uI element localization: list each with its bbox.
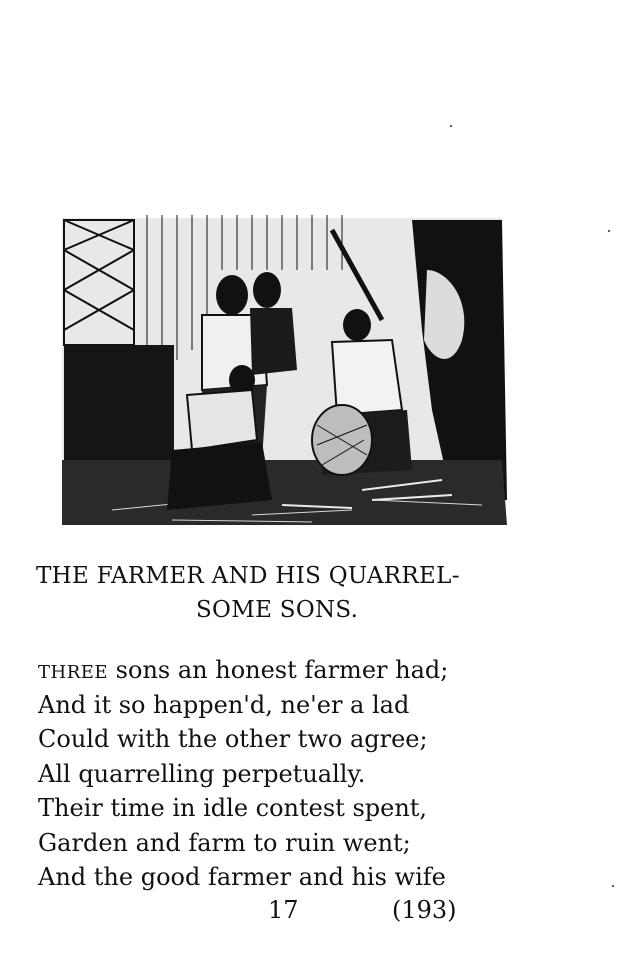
poem-line-text: sons an honest farmer had; — [108, 656, 449, 684]
poem-title-line-1: THE FARMER AND HIS QUARREL- — [36, 563, 460, 589]
poem-title-line-2: SOME SONS. — [196, 597, 359, 623]
poem-line: And it so happen'd, ne'er a lad — [38, 690, 410, 719]
poem-line: Their time in idle contest spent, — [38, 794, 428, 822]
poem-line: Garden and farm to ruin went; — [38, 828, 411, 857]
engraving-illustration-icon — [52, 210, 510, 532]
paper-speck — [608, 230, 610, 232]
paper-speck — [450, 125, 452, 127]
page-number: 17 — [268, 896, 299, 924]
poem-stanza — [38, 653, 598, 895]
poem-line: And the good farmer and his wife — [38, 863, 446, 891]
poem-line — [38, 653, 598, 688]
poem-line: All quarrelling perpetually. — [38, 759, 366, 788]
poem-first-word: THREE — [38, 662, 109, 683]
signature-mark: (193) — [392, 896, 457, 924]
paper-speck — [612, 885, 614, 887]
poem-line: Could with the other two agree; — [38, 725, 428, 753]
